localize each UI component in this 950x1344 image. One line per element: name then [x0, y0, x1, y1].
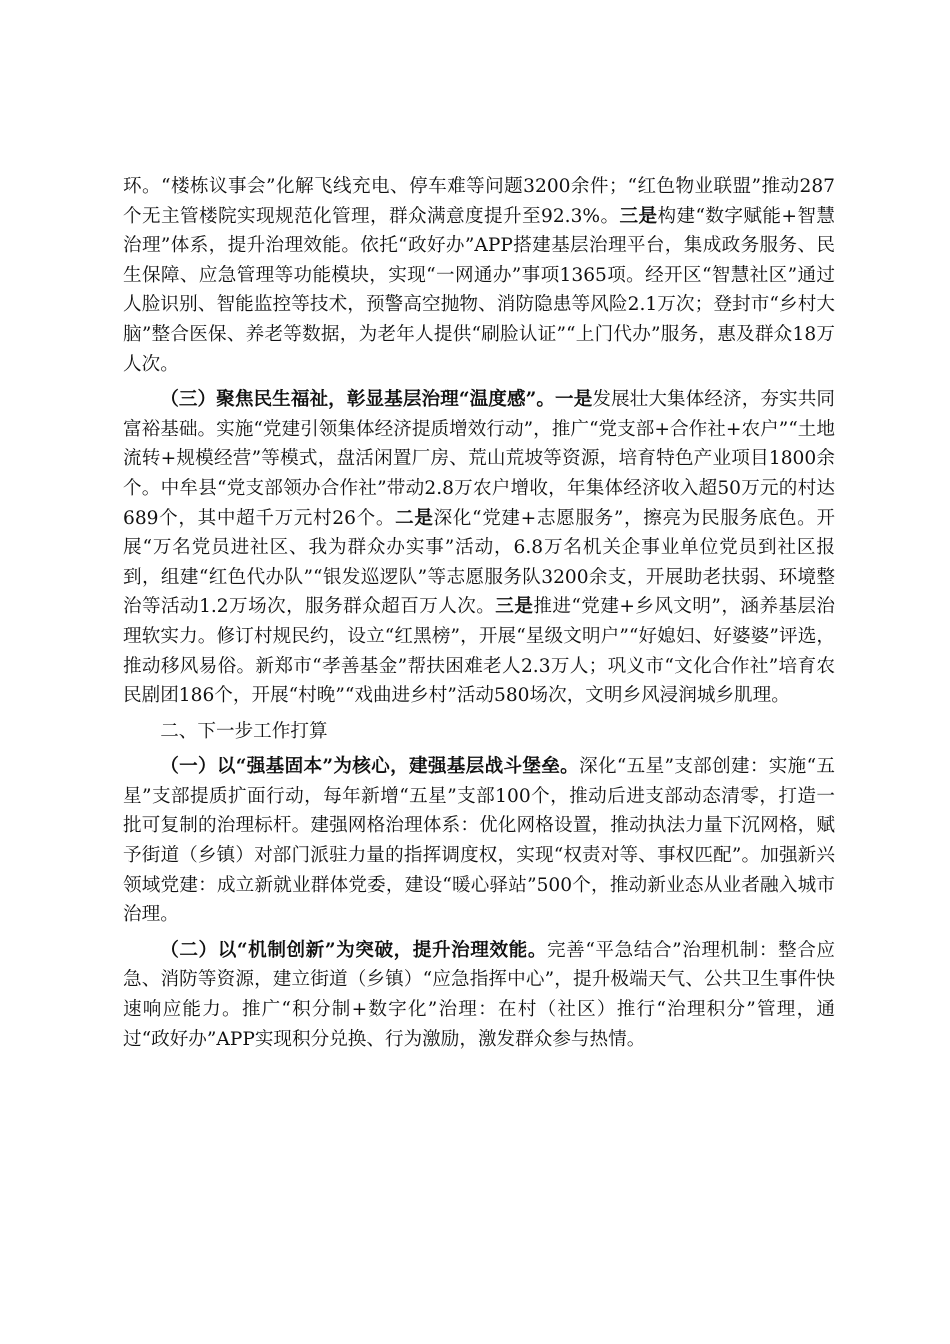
plan-heading-2: （二）以“机制创新”为突破，提升治理效能。 — [160, 939, 547, 961]
bold-marker-three: 三是 — [495, 596, 534, 618]
text-run: 环。“楼栋议事会”化解飞线充电、停车难等问题3200余件；“红色物业联盟”推动287个无主管楼院实现规范化管理，群众满意度提升至92.3%。 — [123, 176, 835, 227]
section-heading-3: （三）聚焦民生福祉，彰显基层治理“温度感”。 — [160, 389, 556, 411]
bold-marker-three: 三是 — [619, 205, 658, 227]
text-run: 深化“五星”支部创建：实施“五星”支部提质扩面行动，每年新增“五星”支部100个，推动后进支部动态清零，打造一批可复制的治理标杆。建强网格治理体系：优化网格设置，推动执法力量下沉网格，赋予街道（乡镇）对部门派驻力量的指挥调度权，实现“权责对等、事权匹配”。加强新兴领域党建：成立新就业群体党委，建设“暖心驿站”500个，推动新业态从业者融入城市治理。 — [123, 756, 835, 926]
text-run: 深化“党建+志愿服务”，擦亮为民服务底色。开展“万名党员进社区、我为群众办实事”活动，6.8万名机关企事业单位党员到社区报到，组建“红色代办队”“银发巡逻队”等志愿服务队3200余支，开展助老扶弱、环境整治等活动1.2万场次，服务群众超百万人次。 — [123, 507, 835, 618]
bold-marker-one: 一是 — [555, 389, 593, 411]
chapter-heading-text: 二、下一步工作打算 — [160, 720, 328, 742]
plan-heading-1: （一）以“强基固本”为核心，建强基层战斗堡垒。 — [160, 756, 580, 778]
text-run: 推进“党建+乡风文明”，涵养基层治理软实力。修订村规民约，设立“红黑榜”，开展“星级文明户”“好媳妇、好婆婆”评选，推动移风易俗。新郑市“孝善基金”帮扶困难老人2.3万人；巩义市“文化合作社”培育农民剧团186个，开展“村晚”“戏曲进乡村”活动580场次，文明乡风浸润城乡肌理。 — [123, 596, 836, 707]
text-run: 构建“数字赋能+智慧治理”体系，提升治理效能。依托“政好办”APP搭建基层治理平台，集成政务服务、民生保障、应急管理等功能模块，实现“一网通办”事项1365项。经开区“智慧社区”通过人脸识别、智能监控等技术，预警高空抛物、消防隐患等风险2.1万次；登封市“乡村大脑”整合医保、养老等数据，为老年人提供“刷脸认证”“上门代办”服务，惠及群众18万人次。 — [123, 205, 835, 375]
paragraph-plan-2 — [123, 936, 835, 1054]
chapter-heading-next-steps — [123, 717, 835, 747]
text-run: 发展壮大集体经济，夯实共同富裕基础。实施“党建引领集体经济提质增效行动”，推广“党支部+合作社+农户”“土地流转+规模经营”等模式，盘活闲置厂房、荒山荒坡等资源，培育特色产业项目1800余个。中牟县“党支部领办合作社”带动2.8万农户增收，年集体经济收入超50万元的村达689个，其中超千万元村26个。 — [123, 389, 835, 529]
text-run: 完善“平急结合”治理机制：整合应急、消防等资源，建立街道（乡镇）“应急指挥中心”，提升极端天气、公共卫生事件快速响应能力。推广“积分制+数字化”治理：在村（社区）推行“治理积分”管理，通过“政好办”APP实现积分兑换、行为激励，激发群众参与热情。 — [123, 939, 835, 1050]
paragraph-section-3 — [123, 385, 835, 711]
paragraph-plan-1 — [123, 752, 835, 930]
bold-marker-two: 二是 — [395, 507, 434, 529]
paragraph-continuation — [123, 172, 835, 379]
document-body — [123, 172, 835, 1060]
